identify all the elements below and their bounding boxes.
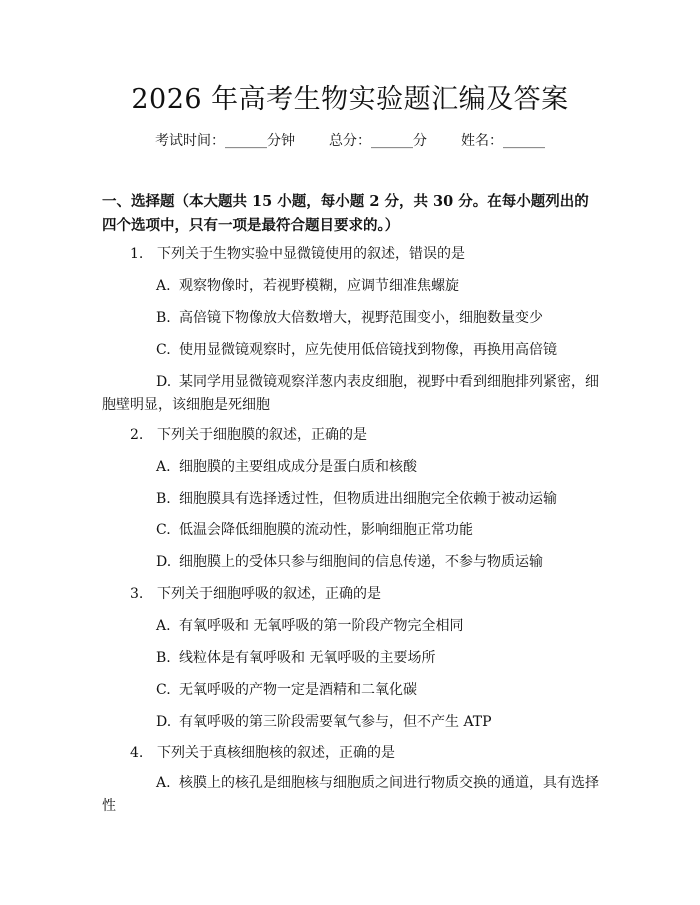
option-text: 使用显微镜观察时，应先使用低倍镜找到物像，再换用高倍镜 — [179, 342, 557, 358]
option-letter: B. — [156, 491, 171, 507]
option-letter: B. — [156, 650, 171, 666]
student-name-field: 姓名：______ — [461, 133, 545, 149]
option-letter: A. — [156, 278, 171, 294]
option-letter: C. — [156, 682, 171, 698]
question-3-option-b — [156, 648, 596, 668]
option-text: 有氧呼吸和 无氧呼吸的第一阶段产物完全相同 — [179, 618, 464, 634]
option-text: 高倍镜下物像放大倍数增大，视野范围变小，细胞数量变少 — [179, 310, 543, 326]
question-4-stem — [130, 743, 600, 763]
page-title: 2026 年高考生物实验题汇编及答案 — [131, 84, 569, 115]
option-text: 细胞膜上的受体只参与细胞间的信息传递，不参与物质运输 — [179, 554, 543, 570]
section-heading: 一、选择题（本大题共 15 小题，每小题 2 分，共 30 分。在每小题列出的四个选项中，只有一项是最符合题目要求的。） — [102, 193, 589, 234]
question-number: 3. — [130, 586, 144, 602]
option-letter: D. — [156, 714, 172, 730]
exam-time-field: 考试时间：______分钟 — [155, 133, 295, 149]
question-1-option-a — [156, 276, 596, 296]
option-text: 线粒体是有氧呼吸和 无氧呼吸的主要场所 — [179, 650, 436, 666]
question-text: 下列关于真核细胞核的叙述，正确的是 — [157, 745, 395, 761]
question-1-option-d — [102, 371, 602, 417]
question-3-stem — [130, 584, 600, 604]
option-letter: C. — [156, 342, 171, 358]
question-3-option-c — [156, 680, 596, 700]
option-letter: A. — [156, 618, 171, 634]
question-text: 下列关于细胞呼吸的叙述，正确的是 — [157, 586, 381, 602]
question-2-option-d — [156, 552, 596, 572]
option-text: 细胞膜具有选择透过性，但物质进出细胞完全依赖于被动运输 — [179, 491, 557, 507]
question-3-option-a — [156, 616, 596, 636]
question-number: 4. — [130, 745, 144, 761]
option-text: 有氧呼吸的第三阶段需要氧气参与，但不产生 ATP — [179, 714, 492, 730]
question-text: 下列关于细胞膜的叙述，正确的是 — [157, 427, 367, 443]
question-4-option-a — [102, 772, 602, 818]
question-number: 2. — [130, 427, 144, 443]
option-letter: D. — [156, 374, 172, 390]
option-text: 核膜上的核孔是细胞核与细胞质之间进行物质交换的通道，具有选择性 — [102, 775, 599, 814]
question-3-option-d — [156, 712, 596, 732]
option-letter: A. — [156, 775, 171, 791]
option-letter: C. — [156, 522, 171, 538]
option-text: 无氧呼吸的产物一定是酒精和二氧化碳 — [179, 682, 417, 698]
option-letter: A. — [156, 459, 171, 475]
option-text: 低温会降低细胞膜的流动性，影响细胞正常功能 — [179, 522, 473, 538]
question-2-option-c — [156, 520, 596, 540]
question-1-option-b — [156, 308, 596, 328]
option-letter: D. — [156, 554, 172, 570]
question-number: 1. — [130, 246, 144, 262]
exam-meta — [0, 131, 700, 151]
option-letter: B. — [156, 310, 171, 326]
question-2-option-b — [156, 489, 596, 509]
question-1-option-c — [156, 340, 596, 360]
question-2-option-a — [156, 457, 596, 477]
question-text: 下列关于生物实验中显微镜使用的叙述，错误的是 — [157, 246, 465, 262]
question-1-stem — [130, 244, 600, 264]
question-2-stem — [130, 425, 600, 445]
option-text: 某同学用显微镜观察洋葱内表皮细胞，视野中看到细胞排列紧密，细胞壁明显，该细胞是死细胞 — [102, 374, 599, 413]
option-text: 细胞膜的主要组成成分是蛋白质和核酸 — [179, 459, 417, 475]
total-score-field: 总分：______分 — [329, 133, 427, 149]
option-text: 观察物像时，若视野模糊，应调节细准焦螺旋 — [179, 278, 459, 294]
